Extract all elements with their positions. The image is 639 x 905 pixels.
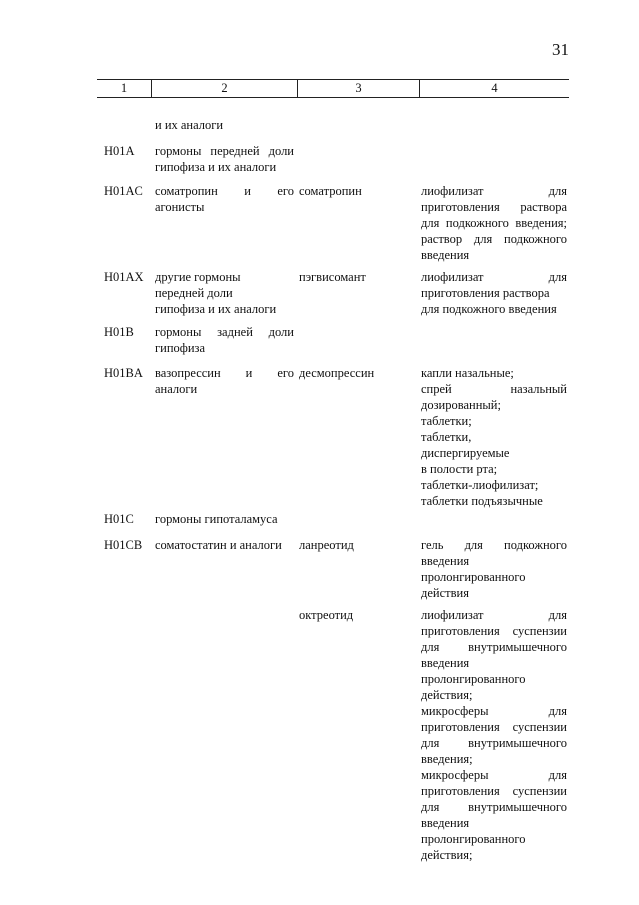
table-row-5-form [421, 365, 567, 509]
group-line: гормоны гипоталамуса [155, 512, 278, 526]
row-drug-desmopressin: десмопрессин [299, 366, 375, 380]
form-line: для подкожного введения [421, 302, 557, 316]
form-line: в полости рта; [421, 462, 498, 476]
form-line: введения; [421, 752, 473, 766]
table-row-8-form [421, 607, 567, 863]
form-line: введения [421, 656, 470, 670]
group-line: гипофиза [155, 341, 206, 355]
form-line: пролонгированного [421, 672, 526, 686]
header-col-2: 2 [151, 80, 297, 97]
form-line: таблетки подъязычные [421, 494, 543, 508]
form-line: микросферы для [421, 768, 567, 782]
form-line: раствор для подкожного [421, 232, 567, 246]
form-line: введения [421, 554, 470, 568]
header-col-4: 4 [419, 80, 569, 97]
form-line: действия; [421, 688, 473, 702]
group-line: соматостатин и аналоги [155, 538, 282, 552]
group-line: агонисты [155, 200, 205, 214]
table-row-2-form [421, 183, 567, 263]
row-code-h01ac: H01AC [104, 184, 143, 198]
group-line: гормоны задней доли [155, 325, 294, 339]
form-line: приготовления суспензии [421, 720, 567, 734]
header-col-1: 1 [120, 81, 128, 95]
form-line: спрей назальный [421, 382, 567, 396]
table-row-3-group [155, 269, 294, 317]
row-drug-somatropin: соматропин [299, 184, 362, 198]
row-code-h01b: H01B [104, 325, 134, 339]
group-line: и их аналоги [155, 118, 224, 132]
row-code-h01a: H01A [104, 144, 135, 158]
form-line: лиофилизат для [421, 608, 567, 622]
form-line: действия [421, 586, 469, 600]
row-drug-lanreotide: ланреотид [299, 538, 354, 552]
group-line: вазопрессин и его [155, 366, 294, 380]
form-line: дозированный; [421, 398, 501, 412]
table-row-2-group [155, 183, 294, 215]
row-code-h01ba: H01BA [104, 366, 143, 380]
group-line: гормоны передней доли [155, 144, 294, 158]
form-line: пролонгированного [421, 832, 526, 846]
form-line: диспергируемые [421, 446, 510, 460]
form-line: введения [421, 248, 470, 262]
table-row-0-group [155, 117, 294, 133]
form-line: лиофилизат для [421, 270, 567, 284]
form-line: приготовления суспензии [421, 784, 567, 798]
page-number: 31 [552, 40, 569, 59]
table-row-1-group [155, 143, 294, 175]
form-line: приготовления раствора [421, 286, 550, 300]
form-line: таблетки, [421, 430, 472, 444]
form-line: для внутримышечного [421, 640, 567, 654]
row-drug-octreotide: октреотид [299, 608, 354, 622]
table-row-3-form [421, 269, 567, 317]
form-line: капли назальные; [421, 366, 514, 380]
form-line: введения [421, 816, 470, 830]
table-row-5-group [155, 365, 294, 397]
form-line: таблетки; [421, 414, 472, 428]
row-code-h01c: H01C [104, 512, 134, 526]
table-row-7-form [421, 537, 567, 601]
header-col-3: 3 [297, 80, 419, 97]
table-row-7-group [155, 537, 294, 553]
row-code-h01cb: H01CB [104, 538, 143, 552]
form-line: для внутримышечного [421, 800, 567, 814]
group-line: гипофиза и их аналоги [155, 302, 277, 316]
table-row-6-group [155, 511, 294, 527]
group-line: аналоги [155, 382, 198, 396]
form-line: для подкожного введения; [421, 216, 567, 230]
form-line: приготовления раствора [421, 200, 567, 214]
form-line: для внутримышечного [421, 736, 567, 750]
table-header [97, 79, 569, 98]
row-drug-pegvisomant: пэгвисомант [299, 270, 366, 284]
form-line: микросферы для [421, 704, 567, 718]
form-line: таблетки-лиофилизат; [421, 478, 539, 492]
form-line: пролонгированного [421, 570, 526, 584]
form-line: действия; [421, 848, 473, 862]
form-line: лиофилизат для [421, 184, 567, 198]
form-line: приготовления суспензии [421, 624, 567, 638]
row-code-h01ax: H01AX [104, 270, 144, 284]
group-line: другие гормоны [155, 270, 241, 284]
table-row-4-group [155, 324, 294, 356]
form-line: гель для подкожного [421, 538, 567, 552]
group-line: гипофиза и их аналоги [155, 160, 277, 174]
group-line: передней доли [155, 286, 233, 300]
group-line: соматропин и его [155, 184, 294, 198]
